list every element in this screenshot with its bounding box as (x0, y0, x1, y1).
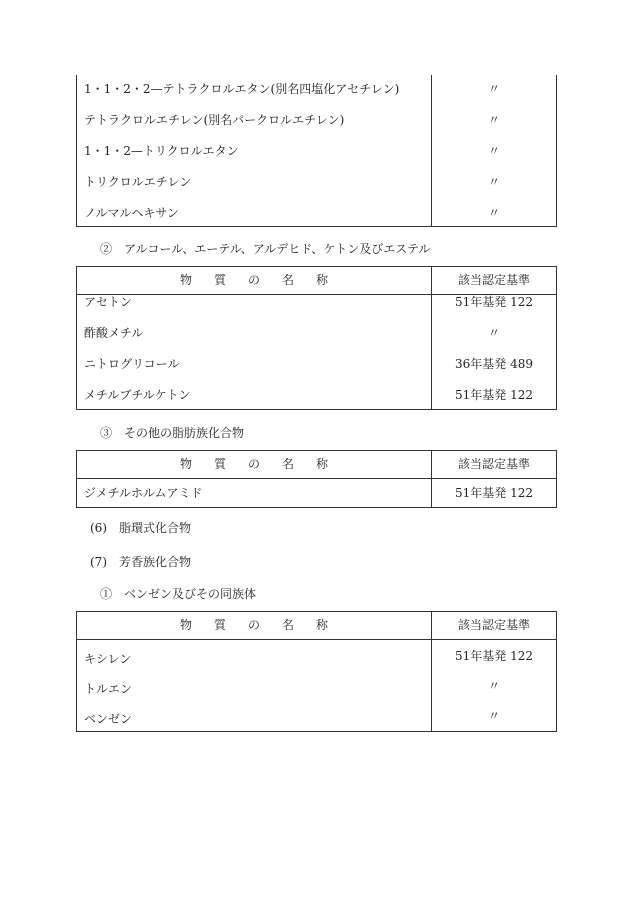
table-header (77, 612, 556, 640)
header-standard: 該当認定基準 (457, 457, 530, 471)
substance-name: ノルマルヘキサン (84, 206, 179, 220)
halogenated-hydrocarbons-table (76, 75, 557, 227)
substance-name: キシレン (84, 652, 132, 666)
section-heading: ③ その他の脂肪族化合物 (100, 426, 245, 440)
substance-name: 1・1・2・2—テトラクロルエタン(別名四塩化アセチレン) (84, 82, 400, 96)
table-header (77, 451, 556, 479)
substance-name: テトラクロルエチレン(別名パークロルエチレン) (84, 113, 345, 127)
header-name: 物質の名称 (179, 618, 350, 632)
substance-name: トルエン (84, 682, 133, 696)
table-header (77, 267, 556, 295)
alcohols-ketones-table (76, 266, 557, 410)
header-standard: 該当認定基準 (457, 618, 530, 632)
section-heading: ① ベンゼン及びその同族体 (100, 587, 257, 601)
other-aliphatic-table (76, 450, 557, 508)
standard-value: 〃 (487, 326, 500, 340)
standard-value: 〃 (487, 144, 500, 158)
header-standard: 該当認定基準 (457, 273, 530, 287)
header-name: 物質の名称 (179, 457, 350, 471)
substance-name: アセトン (84, 295, 132, 309)
substance-name: 1・1・2—トリクロルエタン (84, 144, 239, 158)
substance-name: ジメチルホルムアミド (84, 486, 203, 500)
section-heading: ② アルコール、エーテル、アルデヒド、ケトン及びエステル (100, 242, 431, 256)
substance-name: ベンゼン (84, 712, 133, 726)
substance-name: ニトログリコール (84, 357, 180, 371)
standard-value: 〃 (487, 679, 500, 693)
substance-name: メチルブチルケトン (84, 388, 191, 402)
standard-value: 36年基発 489 (455, 357, 533, 371)
standard-value: 〃 (487, 206, 500, 220)
header-name: 物質の名称 (179, 273, 350, 287)
standard-value: 51年基発 122 (455, 649, 533, 663)
standard-value: 51年基発 122 (455, 295, 533, 309)
standard-value: 〃 (487, 82, 500, 96)
substance-name: トリクロルエチレン (84, 175, 192, 189)
benzene-homologues-table (76, 611, 557, 732)
section-heading: (7) 芳香族化合物 (90, 555, 191, 569)
standard-value: 〃 (487, 709, 500, 723)
substance-name: 酢酸メチル (84, 326, 144, 340)
standard-value: 〃 (487, 175, 500, 189)
standard-value: 〃 (487, 113, 500, 127)
section-heading: (6) 脂環式化合物 (90, 521, 191, 535)
standard-value: 51年基発 122 (455, 388, 533, 402)
standard-value: 51年基発 122 (455, 486, 533, 500)
